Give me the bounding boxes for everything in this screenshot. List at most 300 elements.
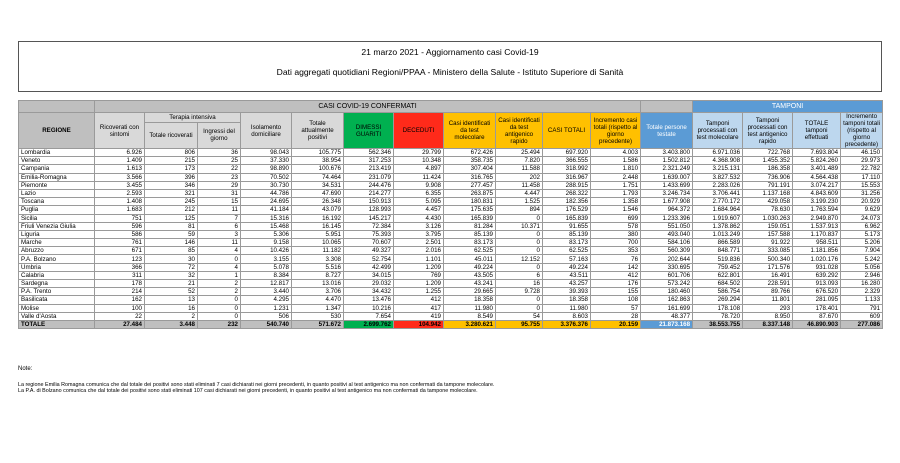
value-cell: 18.358 — [444, 296, 496, 304]
value-cell: 2.946 — [841, 271, 883, 279]
value-cell: 20.159 — [591, 320, 641, 328]
value-cell: 43.257 — [543, 280, 591, 288]
value-cell: 54 — [496, 312, 543, 320]
value-cell: 29.032 — [344, 280, 394, 288]
value-cell: 1.793 — [591, 189, 641, 197]
value-cell: 676.520 — [793, 288, 841, 296]
spacer-cell — [641, 101, 693, 113]
value-cell: 412 — [591, 271, 641, 279]
value-cell: 353 — [591, 247, 641, 255]
value-cell: 231.079 — [344, 173, 394, 181]
value-cell: 293 — [743, 304, 793, 312]
value-cell: 3.280.621 — [444, 320, 496, 328]
report-header — [18, 41, 882, 92]
col-tamponi-totale: TOTALE tamponi effettuati — [793, 113, 841, 149]
value-cell: 1.537.913 — [793, 222, 841, 230]
value-cell: 1.347 — [292, 304, 344, 312]
value-cell: 396 — [145, 173, 198, 181]
value-cell: 500.340 — [743, 255, 793, 263]
value-cell: 684.502 — [693, 280, 743, 288]
value-cell: 123 — [95, 255, 145, 263]
region-cell: P.A. Trento — [19, 288, 95, 296]
value-cell: 2.593 — [95, 189, 145, 197]
value-cell: 412 — [394, 296, 444, 304]
value-cell: 0 — [496, 263, 543, 271]
value-cell: 0 — [496, 296, 543, 304]
value-cell: 0 — [496, 247, 543, 255]
value-cell: 145.217 — [344, 214, 394, 222]
value-cell: 3.795 — [394, 230, 444, 238]
value-cell: 1.683 — [95, 206, 145, 214]
value-cell: 244.476 — [344, 181, 394, 189]
value-cell: 48.377 — [641, 312, 693, 320]
value-cell: 699 — [591, 214, 641, 222]
value-cell: 1.358 — [591, 198, 641, 206]
region-cell: Calabria — [19, 271, 95, 279]
value-cell: 31.256 — [841, 189, 883, 197]
value-cell: 38.553.755 — [693, 320, 743, 328]
value-cell: 9.158 — [241, 239, 292, 247]
value-cell: 8.950 — [743, 312, 793, 320]
value-cell: 43.241 — [444, 280, 496, 288]
region-cell: Sardegna — [19, 280, 95, 288]
report-subtitle: Dati aggregati quotidiani Regioni/PPAA - Ministero della Salute - Istituto Superiore di Sanità — [276, 67, 624, 77]
col-ti-ingressi: Ingressi del giorno — [198, 122, 241, 148]
value-cell: 1.751 — [591, 181, 641, 189]
value-cell: 49.224 — [444, 263, 496, 271]
value-cell: 16.280 — [841, 280, 883, 288]
value-cell: 931.028 — [793, 263, 841, 271]
value-cell: 540.740 — [241, 320, 292, 328]
value-cell: 2.501 — [394, 239, 444, 247]
value-cell: 2.699.762 — [344, 320, 394, 328]
value-cell: 0 — [198, 312, 241, 320]
region-cell: Piemonte — [19, 181, 95, 189]
value-cell: 609 — [841, 312, 883, 320]
value-cell: 3.706.441 — [693, 189, 743, 197]
value-cell: 697.920 — [543, 149, 591, 157]
col-positivi: Totale attualmente positivi — [292, 113, 344, 149]
value-cell: 162.863 — [641, 296, 693, 304]
table-row — [19, 288, 883, 296]
value-cell: 263.875 — [444, 189, 496, 197]
value-cell: 20.929 — [841, 198, 883, 206]
value-cell: 7 — [198, 214, 241, 222]
value-cell: 24.073 — [841, 214, 883, 222]
value-cell: 78.630 — [743, 206, 793, 214]
value-cell: 125 — [145, 214, 198, 222]
value-cell: 3.455 — [95, 181, 145, 189]
value-cell: 45.011 — [444, 255, 496, 263]
value-cell: 43.505 — [444, 271, 496, 279]
value-cell: 769 — [394, 271, 444, 279]
value-cell: 791 — [841, 304, 883, 312]
value-cell: 2.016 — [394, 247, 444, 255]
value-cell: 178 — [95, 280, 145, 288]
value-cell: 913.093 — [793, 280, 841, 288]
value-cell: 4.843.609 — [793, 189, 841, 197]
col-isolamento: Isolamento domiciliare — [241, 113, 292, 149]
value-cell: 806 — [145, 149, 198, 157]
value-cell: 722.768 — [743, 149, 793, 157]
value-cell: 25.494 — [496, 149, 543, 157]
region-cell: Toscana — [19, 198, 95, 206]
table-row — [19, 165, 883, 173]
value-cell: 1.030.263 — [743, 214, 793, 222]
value-cell: 98.043 — [241, 149, 292, 157]
value-cell: 146 — [145, 239, 198, 247]
region-cell: Lombardia — [19, 149, 95, 157]
value-cell: 0 — [198, 304, 241, 312]
value-cell: 11.801 — [743, 296, 793, 304]
value-cell: 1.919.607 — [693, 214, 743, 222]
value-cell: 72 — [145, 263, 198, 271]
col-group-terapia: Terapia intensiva — [145, 113, 241, 123]
value-cell: 186.358 — [743, 165, 793, 173]
value-cell: 202 — [496, 173, 543, 181]
value-cell: 11 — [198, 206, 241, 214]
value-cell: 848.771 — [693, 247, 743, 255]
value-cell: 551.050 — [641, 222, 693, 230]
value-cell: 311 — [95, 271, 145, 279]
value-cell: 317.253 — [344, 157, 394, 165]
value-cell: 176 — [591, 280, 641, 288]
value-cell: 5.824.260 — [793, 157, 841, 165]
value-cell: 0 — [198, 296, 241, 304]
value-cell: 11.458 — [496, 181, 543, 189]
value-cell: 37.330 — [241, 157, 292, 165]
col-test-molecolare: Casi identificati da test molecolare — [444, 113, 496, 149]
table-row — [19, 304, 883, 312]
value-cell: 1.233.396 — [641, 214, 693, 222]
value-cell: 5.242 — [841, 255, 883, 263]
value-cell: 2 — [145, 312, 198, 320]
value-cell: 10.065 — [292, 239, 344, 247]
region-cell: Abruzzo — [19, 247, 95, 255]
value-cell: 232 — [198, 320, 241, 328]
value-cell: 1.677.908 — [641, 198, 693, 206]
value-cell: 1.586 — [591, 157, 641, 165]
value-cell: 6 — [198, 222, 241, 230]
value-cell: 1.231 — [241, 304, 292, 312]
value-cell: 5.951 — [292, 230, 344, 238]
value-cell: 1.639.007 — [641, 173, 693, 181]
value-cell: 46.890.903 — [793, 320, 841, 328]
value-cell: 759.452 — [693, 263, 743, 271]
section-casi-header: CASI COVID-19 CONFERMATI — [95, 101, 641, 113]
value-cell: 10.216 — [344, 304, 394, 312]
value-cell: 91.655 — [543, 222, 591, 230]
value-cell: 165.839 — [444, 214, 496, 222]
col-dimessi: DIMESSI GUARITI — [344, 113, 394, 149]
value-cell: 1.684.964 — [693, 206, 743, 214]
value-cell: 4.003 — [591, 149, 641, 157]
value-cell: 751 — [95, 214, 145, 222]
value-cell: 3.448 — [145, 320, 198, 328]
value-cell: 1.170.837 — [793, 230, 841, 238]
value-cell: 150.913 — [344, 198, 394, 206]
value-cell: 4.295 — [241, 296, 292, 304]
value-cell: 672.426 — [444, 149, 496, 157]
value-cell: 155 — [591, 288, 641, 296]
value-cell: 584.106 — [641, 239, 693, 247]
value-cell: 83.173 — [444, 239, 496, 247]
value-cell: 10.426 — [241, 247, 292, 255]
notes-section — [18, 366, 878, 395]
value-cell: 7.820 — [496, 157, 543, 165]
value-cell: 1.209 — [394, 280, 444, 288]
region-cell: Veneto — [19, 157, 95, 165]
value-cell: 85.139 — [543, 230, 591, 238]
region-cell: Lazio — [19, 189, 95, 197]
corner-cell — [19, 101, 95, 113]
table-row — [19, 222, 883, 230]
value-cell: 281.095 — [793, 296, 841, 304]
table-row — [19, 230, 883, 238]
value-cell: 27.484 — [95, 320, 145, 328]
value-cell: 15.468 — [241, 222, 292, 230]
value-cell: 573.242 — [641, 280, 693, 288]
value-cell: 24.695 — [241, 198, 292, 206]
value-cell: 417 — [394, 304, 444, 312]
value-cell: 3 — [198, 230, 241, 238]
value-cell: 171.576 — [743, 263, 793, 271]
value-cell: 560.309 — [641, 247, 693, 255]
value-cell: 70.502 — [241, 173, 292, 181]
value-cell: 791.191 — [743, 181, 793, 189]
value-cell: 277.086 — [841, 320, 883, 328]
value-cell: 596 — [95, 222, 145, 230]
value-cell: 316.765 — [444, 173, 496, 181]
table-row — [19, 247, 883, 255]
value-cell: 11.588 — [496, 165, 543, 173]
value-cell: 7.904 — [841, 247, 883, 255]
value-cell: 173 — [145, 165, 198, 173]
value-cell: 366.555 — [543, 157, 591, 165]
section-tamponi-header: TAMPONI — [693, 101, 883, 113]
table-row — [19, 149, 883, 157]
value-cell: 57 — [591, 304, 641, 312]
value-cell: 3.308 — [292, 255, 344, 263]
value-cell: 23 — [198, 173, 241, 181]
value-cell: 18.358 — [543, 296, 591, 304]
table-row — [19, 181, 883, 189]
table-row — [19, 198, 883, 206]
value-cell: 81 — [145, 222, 198, 230]
value-cell: 8.384 — [241, 271, 292, 279]
value-cell: 72.384 — [344, 222, 394, 230]
value-cell: 85 — [145, 247, 198, 255]
col-casi-totali: CASI TOTALI — [543, 113, 591, 149]
value-cell: 2.283.026 — [693, 181, 743, 189]
value-cell: 419 — [394, 312, 444, 320]
value-cell: 8.727 — [292, 271, 344, 279]
value-cell: 157.588 — [743, 230, 793, 238]
value-cell: 11.182 — [292, 247, 344, 255]
value-cell: 13 — [145, 296, 198, 304]
value-cell: 5.056 — [841, 263, 883, 271]
value-cell: 62.525 — [543, 247, 591, 255]
value-cell: 165.839 — [543, 214, 591, 222]
value-cell: 176.529 — [543, 206, 591, 214]
value-cell: 6.355 — [394, 189, 444, 197]
value-cell: 571.672 — [292, 320, 344, 328]
table-row — [19, 189, 883, 197]
value-cell: 15 — [198, 198, 241, 206]
value-cell: 16 — [145, 304, 198, 312]
value-cell: 70.607 — [344, 239, 394, 247]
region-cell: P.A. Bolzano — [19, 255, 95, 263]
table-row — [19, 255, 883, 263]
value-cell: 4.564.438 — [793, 173, 841, 181]
note-bolzano: La P.A. di Bolzano comunica che dal totale dei positivi sono stati eliminati 107 casi dichiarati nei giorni precedenti, in quanto positivi al test antigenico ma non confermati da tampone molecolare. — [18, 388, 478, 395]
total-row — [19, 320, 883, 328]
value-cell: 10.348 — [394, 157, 444, 165]
value-cell: 1.133 — [841, 296, 883, 304]
value-cell: 15.553 — [841, 181, 883, 189]
value-cell: 17.110 — [841, 173, 883, 181]
value-cell: 7.693.804 — [793, 149, 841, 157]
value-cell: 1.502.812 — [641, 157, 693, 165]
value-cell: 6.962 — [841, 222, 883, 230]
value-cell: 2.448 — [591, 173, 641, 181]
value-cell: 2 — [198, 288, 241, 296]
value-cell: 288.915 — [543, 181, 591, 189]
value-cell: 11.980 — [543, 304, 591, 312]
value-cell: 964.372 — [641, 206, 693, 214]
value-cell: 5.078 — [241, 263, 292, 271]
value-cell: 2.949.870 — [793, 214, 841, 222]
value-cell: 3.440 — [241, 288, 292, 296]
note-emilia-romagna: La regione Emilia Romagna comunica che dal totale dei positivi sono stati eliminati 7 casi dichiarati nei giorni precedenti, in quanto positivi al test antigenico ma non confermati da tampone molecolare. — [18, 381, 495, 388]
value-cell: 318.992 — [543, 165, 591, 173]
value-cell: 100.676 — [292, 165, 344, 173]
col-incremento-casi: Incremento casi totali (rispetto al giorno precedente) — [591, 113, 641, 149]
value-cell: 34.531 — [292, 181, 344, 189]
value-cell: 46.150 — [841, 149, 883, 157]
region-cell: Emilia-Romagna — [19, 173, 95, 181]
value-cell: 25 — [198, 157, 241, 165]
table-row — [19, 296, 883, 304]
value-cell: 13.476 — [344, 296, 394, 304]
value-cell: 212 — [145, 206, 198, 214]
value-cell: 12.152 — [496, 255, 543, 263]
table-row — [19, 312, 883, 320]
value-cell: 429.058 — [743, 198, 793, 206]
value-cell: 49.224 — [543, 263, 591, 271]
value-cell: 29 — [198, 181, 241, 189]
value-cell: 8.549 — [444, 312, 496, 320]
value-cell: 44.786 — [241, 189, 292, 197]
value-cell: 1.101 — [394, 255, 444, 263]
col-persone-testate: Totale persone testate — [641, 113, 693, 149]
value-cell: 268.322 — [543, 189, 591, 197]
value-cell: 75.393 — [344, 230, 394, 238]
value-cell: 89.766 — [743, 288, 793, 296]
value-cell: 333.085 — [743, 247, 793, 255]
col-regione: REGIONE — [19, 113, 95, 149]
value-cell: 366 — [95, 263, 145, 271]
value-cell: 866.589 — [693, 239, 743, 247]
value-cell: 1.137.168 — [743, 189, 793, 197]
region-cell: Puglia — [19, 206, 95, 214]
value-cell: 958.511 — [793, 239, 841, 247]
value-cell: 49.327 — [344, 247, 394, 255]
value-cell: 4 — [198, 263, 241, 271]
value-cell: 1.181.856 — [793, 247, 841, 255]
value-cell: 81.284 — [444, 222, 496, 230]
value-cell: 57.163 — [543, 255, 591, 263]
value-cell: 59 — [145, 230, 198, 238]
value-cell: 38.954 — [292, 157, 344, 165]
value-cell: 493.040 — [641, 230, 693, 238]
value-cell: 7.654 — [344, 312, 394, 320]
value-cell: 21.873.168 — [641, 320, 693, 328]
col-incremento-tamponi: Incremento tamponi totali (rispetto al giorno precedente) — [841, 113, 883, 149]
region-cell: Marche — [19, 239, 95, 247]
value-cell: 162 — [95, 296, 145, 304]
value-cell: 1.378.862 — [693, 222, 743, 230]
value-cell: 245 — [145, 198, 198, 206]
value-cell: 2.329 — [841, 288, 883, 296]
value-cell: 16.491 — [743, 271, 793, 279]
value-cell: 26.348 — [292, 198, 344, 206]
value-cell: 586.754 — [693, 288, 743, 296]
table-row — [19, 206, 883, 214]
value-cell: 736.906 — [743, 173, 793, 181]
covid-data-table — [18, 100, 883, 329]
value-cell: 8.603 — [543, 312, 591, 320]
value-cell: 13.016 — [292, 280, 344, 288]
value-cell: 28 — [591, 312, 641, 320]
region-cell: Molise — [19, 304, 95, 312]
value-cell: 4.897 — [394, 165, 444, 173]
value-cell: 62.525 — [444, 247, 496, 255]
value-cell: 9.908 — [394, 181, 444, 189]
col-tamponi-molecolare: Tamponi processati con test molecolare — [693, 113, 743, 149]
value-cell: 47.690 — [292, 189, 344, 197]
value-cell: 3.827.532 — [693, 173, 743, 181]
value-cell: 562.346 — [344, 149, 394, 157]
value-cell: 6.971.036 — [693, 149, 743, 157]
table-row — [19, 173, 883, 181]
value-cell: 182.356 — [543, 198, 591, 206]
value-cell: 1.810 — [591, 165, 641, 173]
col-test-antigenico: Casi identificati da test antigenico rapido — [496, 113, 543, 149]
value-cell: 277.457 — [444, 181, 496, 189]
value-cell: 98.890 — [241, 165, 292, 173]
table-row — [19, 271, 883, 279]
value-cell: 4.457 — [394, 206, 444, 214]
value-cell: 5.516 — [292, 263, 344, 271]
value-cell: 3.246.734 — [641, 189, 693, 197]
value-cell: 2.770.172 — [693, 198, 743, 206]
value-cell: 3.566 — [95, 173, 145, 181]
report-date-title: 21 marzo 2021 - Aggiornamento casi Covid-19 — [361, 47, 539, 57]
value-cell: 519.836 — [693, 255, 743, 263]
value-cell: 180.831 — [444, 198, 496, 206]
value-cell: 0 — [496, 304, 543, 312]
region-cell: Valle d'Aosta — [19, 312, 95, 320]
value-cell: 180.460 — [641, 288, 693, 296]
value-cell: 1.013.249 — [693, 230, 743, 238]
value-cell: 31 — [198, 189, 241, 197]
value-cell: 3.215.131 — [693, 165, 743, 173]
value-cell: 16.192 — [292, 214, 344, 222]
value-cell: 5.206 — [841, 239, 883, 247]
value-cell: 4.430 — [394, 214, 444, 222]
value-cell: 29.973 — [841, 157, 883, 165]
